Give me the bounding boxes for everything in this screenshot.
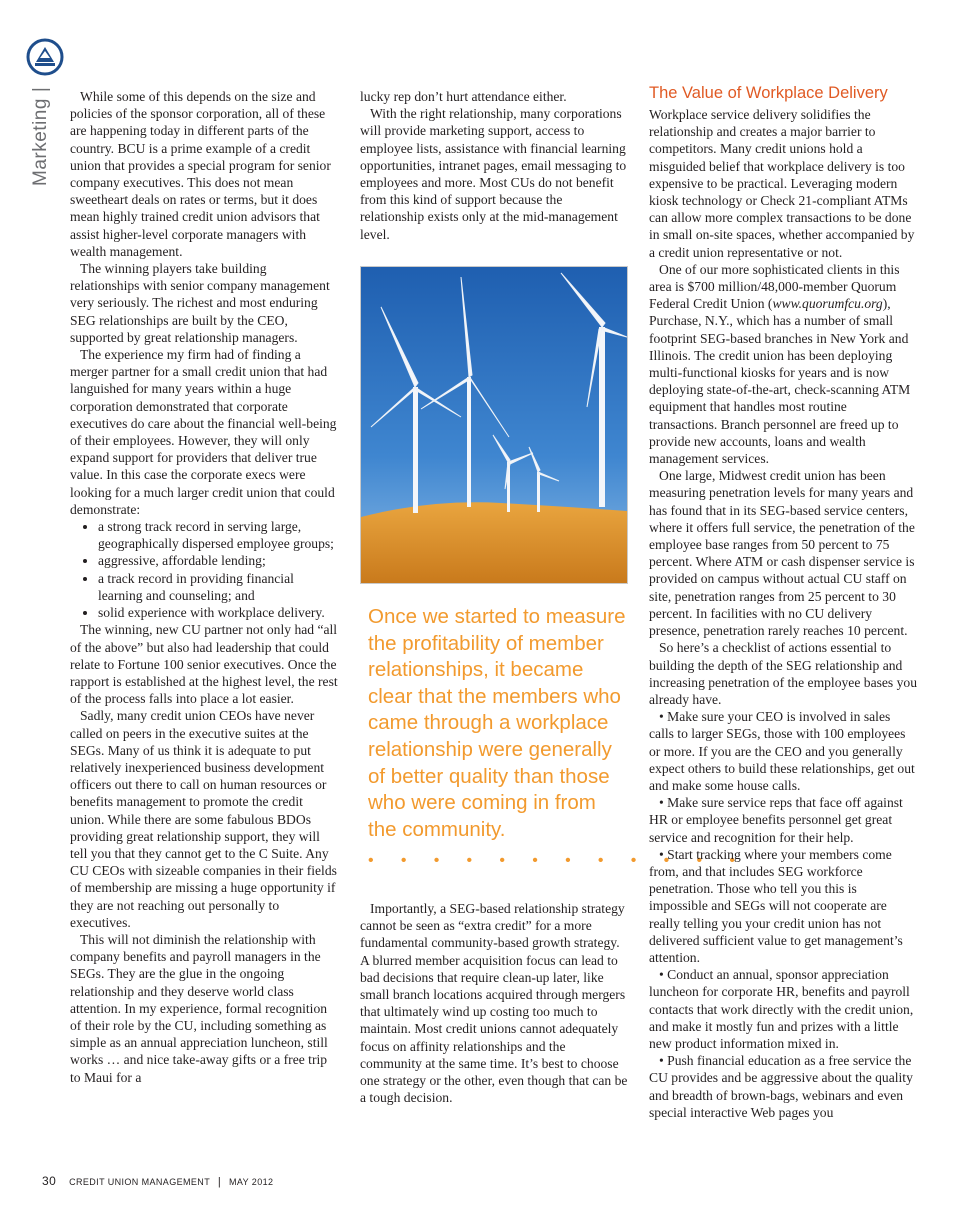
cu-logo-icon xyxy=(26,38,64,76)
section-heading: The Value of Workplace Delivery xyxy=(649,84,888,102)
column-3 xyxy=(649,84,918,1121)
column-2-bottom xyxy=(360,900,628,1106)
list-item: • aggressive, affordable lending; xyxy=(98,552,338,569)
col3-paragraph: One large, Midwest credit union has been measuring penetration levels for many years and has found that in its SEG-based service centers, where it offers full service, the penetration of the employee base ranges from 50 percent to 75 percent. Where ATM or cash dispenser service is provided on campus without actual CU staff on site, penetration ranges from 25 percent to 30 percent. In facilities with no CU delivery presence, penetration rarely reaches 10 percent. xyxy=(649,468,915,639)
page-footer xyxy=(42,1174,273,1188)
col3-paragraph: Workplace service delivery solidifies the relationship and creates a major barrier to competitors. Many credit unions hold a misguided belief that workplace delivery is too expensive to be practical. Leveraging modern kiosk technology or Check 21-compliant ATMs can allow more complex transactions to be done in small on-site spaces, whether accompanied by a credit union representative or not. xyxy=(649,107,915,260)
list-item: • a track record in providing financial learning and counseling; and xyxy=(98,570,338,604)
pull-quote-dots: • • • • • • • • • • • • xyxy=(368,852,747,869)
col1-bullet-list xyxy=(70,518,338,621)
column-2 xyxy=(360,88,628,243)
checklist-item: • Push financial education as a free service the CU provides and be aggressive about the quality and breadth of brown-bags, webinars and even special interactive Web pages you xyxy=(649,1053,913,1120)
publication-name: CREDIT UNION MANAGEMENT xyxy=(69,1177,210,1187)
list-item: • solid experience with workplace delivery. xyxy=(98,604,338,621)
col1-paragraph: Sadly, many credit union CEOs have never called on peers in the executive suites at the SEGs. Many of us think it is adequate to put relatively inexperienced business development officers out there to call on human resources or benefits management to promote the credit union. While there are some fabulous BDOs providing great relationship support, they will tell you that they cannot get to the C Suite. Any CU CEOs with sizeable companies in their fields of membership are missing a huge opportunity if they are not reaching out personally to executives. xyxy=(70,708,337,930)
section-label xyxy=(30,87,52,186)
column-1 xyxy=(70,88,338,1086)
pull-quote: Once we started to measure the profitability of member relationships, it became clear that the members who came through a workplace relationship were generally of better quality than those who were coming in from the community. xyxy=(368,605,626,841)
wind-turbines-photo xyxy=(360,266,628,584)
footer-separator: | xyxy=(217,1176,222,1188)
checklist-item: • Start tracking where your members come from, and that includes SEG workforce penetration. Those who tell you this is impossible and SEGs will not cooperate are really telling you your credit union has not delivered sufficient value to get management’s attention. xyxy=(649,846,903,965)
page-number: 30 xyxy=(42,1174,57,1188)
col2-paragraph: lucky rep don’t hurt attendance either. xyxy=(360,89,567,104)
col3-text: ), Purchase, N.Y., which has a number of small footprint SEG-based branches in New York and Illinois. The credit union has been deploying multi-functional kiosks for years and is now deploying state-of-the-art, check-scanning ATM equipment that handles most routine transactions. Branch personnel are freed up to provide new accounts, loans and wealth management services. xyxy=(649,296,911,467)
section-label-text: Marketing xyxy=(30,98,51,186)
col3-paragraph xyxy=(649,261,917,467)
col2-paragraph: With the right relationship, many corporations will provide marketing support, access to employee lists, assistance with financial learning opportunities, intranet pages, email messaging to employees and more. Most CUs do not benefit from this kind of support because the relationship exists only at the mid-management level. xyxy=(360,106,627,242)
issue-date: MAY 2012 xyxy=(229,1177,274,1187)
col3-text: One of our more sophisticated clients in this area is $700 million/48,000-member Quorum Federal Credit Union ( xyxy=(649,261,900,312)
checklist-item: • Conduct an annual, sponsor appreciation luncheon for corporate HR, benefits and payroll contacts that work directly with the credit union, and make it mostly fun and prizes with a little new product information mixed in. xyxy=(649,967,914,1051)
col1-paragraph: The winning players take building relationships with senior company management very seriously. The richest and most enduring SEG relationships are built by the CEO, supported by great relationship managers. xyxy=(70,261,330,345)
section-label-bar: | xyxy=(30,86,51,93)
col2-paragraph: Importantly, a SEG-based relationship strategy cannot be seen as “extra credit” for a more fundamental community-based growth strategy. A blurred member acquisition focus can lead to bad decisions that require clean-up later, like small branch locations acquired through mergers that ultimately wind up costing too much to maintain. Most credit unions cannot adequately focus on affinity relationships and the community at the same time. It’s best to choose one strategy or the other, even though that can be a tough decision. xyxy=(360,901,628,1106)
list-item: • a strong track record in serving large, geographically dispersed employee groups; xyxy=(98,518,338,552)
checklist-item: • Make sure your CEO is involved in sales calls to larger SEGs, those with 100 employees or more. If you are the CEO and you generally expect others to build these relationships, get out and make some house calls. xyxy=(649,709,915,793)
checklist-item: • Make sure service reps that face off against HR or employee benefits personnel get great service and recognition for their help. xyxy=(649,795,903,845)
col3-paragraph: So here’s a checklist of actions essential to building the depth of the SEG relationship and increasing penetration of the employee bases you already have. xyxy=(649,640,918,707)
col1-paragraph: The experience my firm had of finding a merger partner for a small credit union that had languished for many years within a huge corporation demonstrated that corporate executives do care about the financial well-being of their employees. However, they will only expand support for providers that deliver true value. In this case the corporate execs were looking for a much larger credit union that could demonstrate: xyxy=(70,347,337,517)
col1-paragraph: This will not diminish the relationship with company benefits and payroll managers in the SEGs. They are the glue in the ongoing relationship and they deserve world class attention. In my experience, formal recognition of their role by the CU, including something as simple as an annual appreciation luncheon, still works … and nice take-away gifts or a free trip to Maui for a xyxy=(70,931,328,1085)
quorum-url-link[interactable]: www.quorumfcu.org xyxy=(772,296,883,312)
col1-paragraph: The winning, new CU partner not only had “all of the above” but also had leadership that could relate to Fortune 100 senior executives. Once the rapport is established at the highest level, the rest of the process falls into place a lot easier. xyxy=(70,622,338,707)
col1-paragraph: While some of this depends on the size and policies of the sponsor corporation, all of these are happening today in different parts of the country. BCU is a prime example of a credit union that provides a special program for senior company executives. This does not mean sweetheart deals on rates or terms, but it does mean highly trained credit union advisors that assist higher-level corporate managers with wealth management. xyxy=(70,89,331,259)
